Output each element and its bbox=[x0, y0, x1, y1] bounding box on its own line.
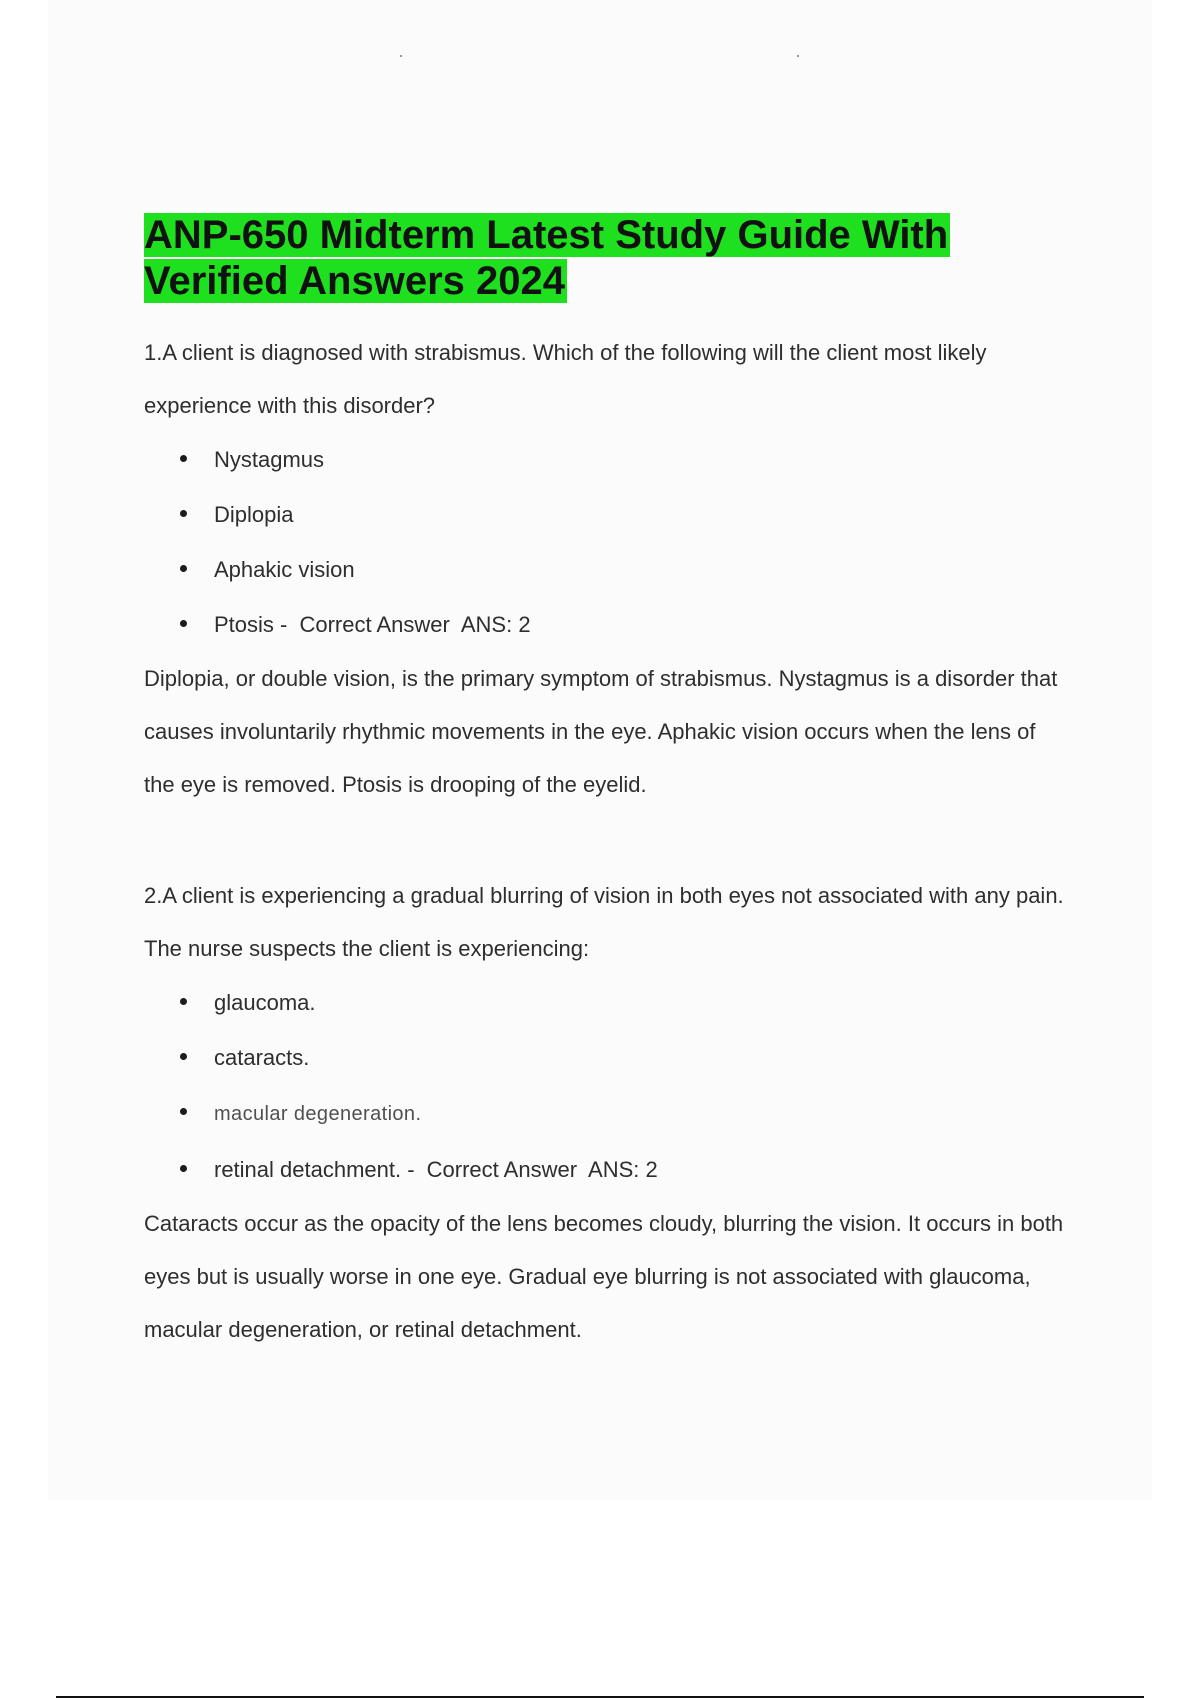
option-label: Ptosis - bbox=[214, 612, 288, 637]
title-line-1: ANP-650 Midterm Latest Study Guide With bbox=[144, 213, 949, 257]
bullet-icon bbox=[180, 998, 187, 1005]
scan-speck bbox=[400, 55, 402, 57]
option-label: cataracts. bbox=[214, 1045, 310, 1070]
bullet-icon bbox=[180, 510, 187, 517]
answer-option bbox=[180, 1030, 1064, 1085]
bullet-icon bbox=[180, 1108, 187, 1115]
answer-option bbox=[180, 1085, 1064, 1142]
answer-explanation: Cataracts occur as the opacity of the lens becomes cloudy, blurring the vision. It occurs in both eyes but is usually worse in one eye. Gradual eye blurring is not associated with glaucoma, macular degeneration, or retinal detachment. bbox=[144, 1211, 1064, 1342]
answer-option bbox=[180, 542, 1064, 597]
answer-option bbox=[180, 487, 1064, 542]
bullet-icon bbox=[180, 1053, 187, 1060]
bullet-icon bbox=[180, 620, 187, 627]
footer-divider bbox=[56, 1696, 1144, 1698]
bullet-icon bbox=[180, 1165, 187, 1172]
bullet-icon bbox=[180, 455, 187, 462]
title-line-2: Verified Answers 2024 bbox=[144, 259, 565, 303]
option-label: Diplopia bbox=[214, 502, 294, 527]
document-content bbox=[144, 212, 1064, 1356]
scan-speck bbox=[797, 55, 799, 57]
answer-options bbox=[144, 975, 1064, 1197]
answer-option bbox=[180, 1142, 1064, 1197]
document-title bbox=[144, 212, 1064, 304]
question-text: 1.A client is diagnosed with strabismus. Which of the following will the client most likely experience with this disorder? bbox=[144, 340, 987, 418]
option-label: Aphakic vision bbox=[214, 557, 355, 582]
correct-answer-note: Correct Answer ANS: 2 bbox=[293, 612, 531, 637]
question-2 bbox=[144, 869, 1064, 1356]
question-text: 2.A client is experiencing a gradual blurring of vision in both eyes not associated with any pain. The nurse suspects the client is experiencing: bbox=[144, 883, 1064, 961]
question-1 bbox=[144, 326, 1064, 811]
answer-options bbox=[144, 432, 1064, 652]
answer-explanation: Diplopia, or double vision, is the primary symptom of strabismus. Nystagmus is a disorder that causes involuntarily rhythmic movements in the eye. Aphakic vision occurs when the lens of the eye is removed. Ptosis is drooping of the eyelid. bbox=[144, 666, 1058, 797]
bullet-icon bbox=[180, 565, 187, 572]
option-label: macular degeneration. bbox=[214, 1103, 422, 1125]
answer-option bbox=[180, 597, 1064, 652]
option-label: retinal detachment. - bbox=[214, 1157, 415, 1182]
option-label: glaucoma. bbox=[214, 990, 316, 1015]
answer-option bbox=[180, 975, 1064, 1030]
correct-answer-note: Correct Answer ANS: 2 bbox=[420, 1157, 658, 1182]
option-label: Nystagmus bbox=[214, 447, 325, 472]
answer-option bbox=[180, 432, 1064, 487]
